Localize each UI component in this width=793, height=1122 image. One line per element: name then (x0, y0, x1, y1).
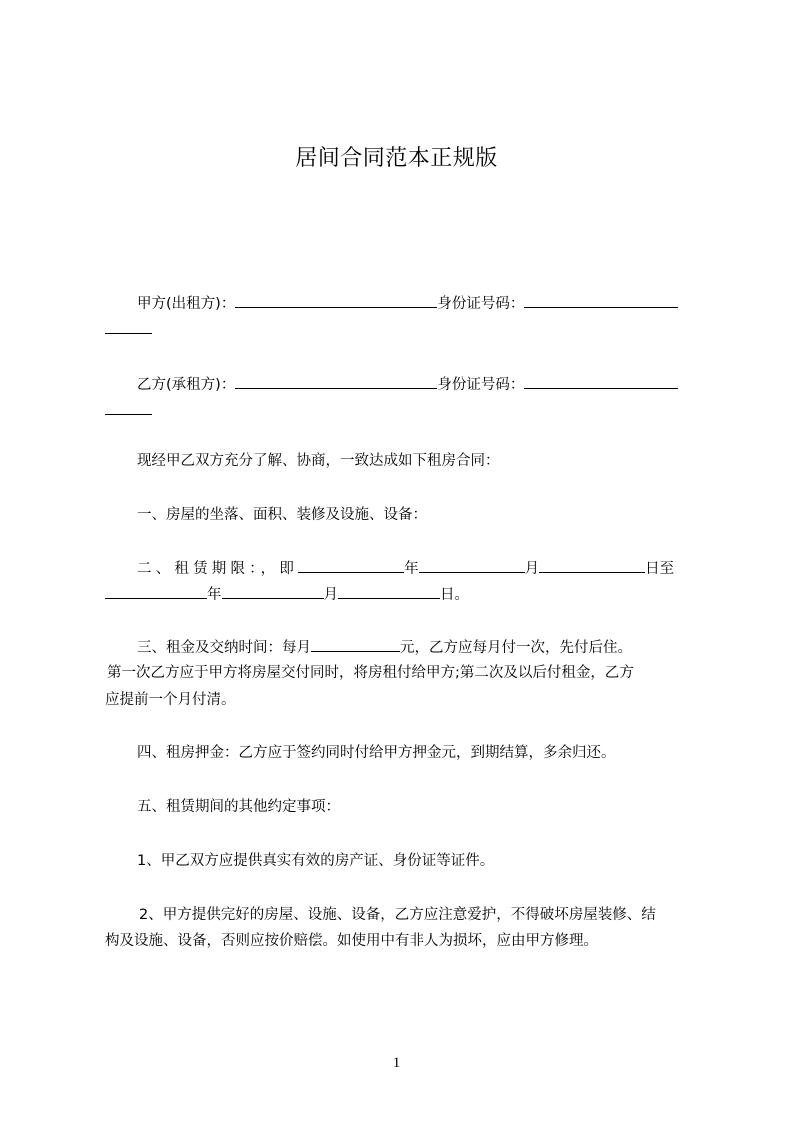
clause-2-line-1 (137, 558, 674, 579)
party-b-label: 乙方(承租方)： (137, 377, 236, 393)
document-title: 居间合同范本正规版 (295, 146, 498, 171)
clause-2-month-label: 月 (524, 561, 540, 577)
lease-start-month-blank (419, 558, 525, 573)
lease-end-year-blank (105, 584, 207, 599)
party-a-id-blank-tail (105, 319, 152, 334)
clause-2-prefix: 二、租赁期限：，即 (137, 561, 299, 577)
party-a-label: 甲方(出租方)： (137, 296, 236, 312)
clause-2-day2-label: 日。 (440, 587, 469, 603)
clause-3-line-3: 应提前一个月付清。 (105, 692, 236, 708)
lease-start-year-blank (298, 558, 404, 573)
party-b-id-label: 身份证号码： (437, 377, 525, 393)
clause-2-year-label: 年 (404, 561, 419, 577)
party-b-id-blank-tail (105, 400, 152, 415)
clause-3-prefix: 三、租金及交纳时间：每月 (137, 640, 311, 656)
clause-5-item-1: 1、甲乙双方应提供真实有效的房产证、身份证等证件。 (137, 853, 495, 869)
clause-3-suffix: 元，乙方应每月付一次，先付后住。 (400, 640, 632, 656)
party-a-id-label: 身份证号码： (437, 296, 525, 312)
lease-end-day-blank (338, 584, 440, 599)
party-a-line (137, 293, 678, 314)
clause-3-line-1 (137, 637, 632, 658)
clause-5-item-2-line-1: 2、甲方提供完好的房屋、设施、设备，乙方应注意爱护，不得破坏房屋装修、结 (139, 907, 656, 923)
clause-2-year2-label: 年 (207, 587, 222, 603)
clause-2-day-to-label: 日至 (645, 561, 675, 577)
party-b-id-blank (524, 374, 678, 389)
party-a-name-blank (235, 293, 437, 308)
monthly-rent-blank (311, 637, 400, 652)
lease-start-day-blank (539, 558, 645, 573)
clause-2-line-2 (105, 584, 469, 605)
party-a-id-blank-continued (105, 319, 152, 340)
clause-1: 一、房屋的坐落、面积、装修及设施、设备： (137, 507, 427, 523)
clause-5: 五、租赁期间的其他约定事项： (137, 799, 340, 815)
clause-4: 四、租房押金：乙方应于签约同时付给甲方押金元，到期结算，多余归还。 (137, 745, 616, 761)
party-b-line (137, 374, 678, 395)
clause-5-item-2-line-2: 构及设施、设备，否则应按价赔偿。如使用中有非人为损坏，应由甲方修理。 (105, 933, 598, 949)
lease-end-month-blank (222, 584, 324, 599)
intro-paragraph: 现经甲乙双方充分了解、协商，一致达成如下租房合同： (137, 453, 500, 469)
party-b-name-blank (235, 374, 437, 389)
clause-2-month2-label: 月 (323, 587, 338, 603)
page-number: 1 (392, 1055, 401, 1071)
party-a-id-blank (524, 293, 678, 308)
party-b-id-blank-continued (105, 400, 152, 421)
clause-3-line-2: 第一次乙方应于甲方将房屋交付同时，将房租付给甲方;第二次及以后付租金，乙方 (107, 665, 634, 681)
